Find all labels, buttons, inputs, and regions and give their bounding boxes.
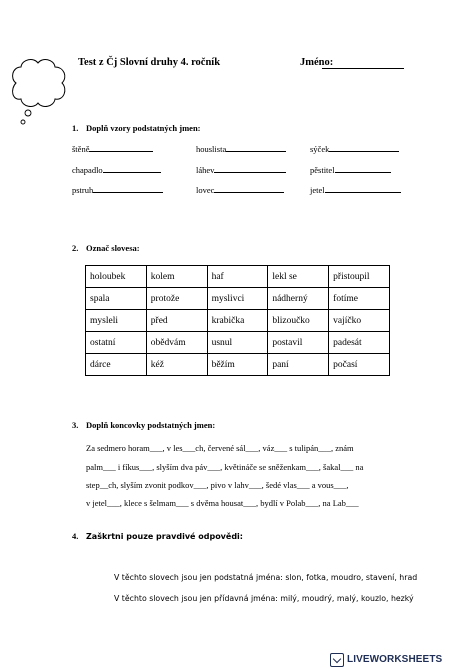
noun-item: láhev (196, 164, 286, 175)
table-cell[interactable]: dárce (86, 354, 147, 376)
table-cell[interactable]: běžím (207, 354, 268, 376)
noun-item: lovec (196, 184, 284, 195)
noun-item: pěstitel (310, 164, 391, 175)
answer-blank[interactable] (335, 164, 391, 173)
table-row (86, 288, 390, 310)
fill-sentence[interactable]: v jetel___, klece s šelmam___ s dvěma housat___, bydlí v Polab___, na Lab___ (86, 498, 359, 508)
table-cell[interactable]: obědvám (146, 332, 207, 354)
brand-text: LIVEWORKSHEETS (347, 654, 443, 665)
table-cell[interactable]: myslivci (207, 288, 268, 310)
table-cell[interactable]: protože (146, 288, 207, 310)
verb-table (85, 265, 390, 376)
table-cell[interactable]: padesát (329, 332, 390, 354)
answer-blank[interactable] (226, 143, 286, 152)
answer-blank[interactable] (329, 143, 399, 152)
table-cell[interactable]: haf (207, 266, 268, 288)
noun-item: houslista (196, 143, 286, 154)
table-cell[interactable]: přistoupil (329, 266, 390, 288)
table-cell[interactable]: ostatní (86, 332, 147, 354)
table-cell[interactable]: nádherný (268, 288, 329, 310)
check-icon (330, 653, 344, 667)
liveworksheets-logo (330, 651, 474, 669)
table-row (86, 354, 390, 376)
noun-item: sýček (310, 143, 399, 154)
fill-sentence[interactable]: step__ch, slyším zvonit podkov___, pivo v lahv___, šedé vlas___ a vous___, (86, 480, 349, 490)
section2-heading: 2. Označ slovesa: (72, 243, 140, 253)
section3-heading: 3. Doplň koncovky podstatných jmen: (72, 420, 216, 430)
thought-cloud-icon (6, 55, 70, 131)
answer-blank[interactable] (325, 184, 401, 193)
statement-option[interactable]: V těchto slovech jsou jen podstatná jména: slon, fotka, moudro, stavení, hrad (114, 573, 418, 582)
noun-item: jetel (310, 184, 401, 195)
noun-item: štěně (72, 143, 153, 154)
answer-blank[interactable] (214, 164, 286, 173)
name-label: Jméno: (300, 57, 334, 68)
table-row (86, 266, 390, 288)
section4-heading: 4. Zaškrtni pouze pravdivé odpovědi: (72, 531, 243, 541)
table-cell[interactable]: kéž (146, 354, 207, 376)
table-cell[interactable]: spala (86, 288, 147, 310)
table-cell[interactable]: lekl se (268, 266, 329, 288)
section1-heading: 1. Doplň vzory podstatných jmen: (72, 123, 201, 133)
answer-blank[interactable] (214, 184, 284, 193)
table-cell[interactable]: paní (268, 354, 329, 376)
table-cell[interactable]: před (146, 310, 207, 332)
statement-option[interactable]: V těchto slovech jsou jen přídavná jména: milý, moudrý, malý, kouzlo, hezký (114, 594, 414, 603)
noun-item: pstruh (72, 184, 163, 195)
table-cell[interactable]: mysleli (86, 310, 147, 332)
table-cell[interactable]: holoubek (86, 266, 147, 288)
table-cell[interactable]: postavil (268, 332, 329, 354)
answer-blank[interactable] (103, 164, 161, 173)
table-row (86, 332, 390, 354)
answer-blank[interactable] (93, 184, 163, 193)
answer-blank[interactable] (89, 143, 153, 152)
fill-sentence[interactable]: Za sedmero horam___, v les___ch, červené sál___, váz___ s tulipán___, znám (86, 443, 354, 453)
fill-sentence[interactable]: palm___ i fíkus___, slyším dva páv___, květináče se sněženkam___, šakal___ na (86, 462, 364, 472)
table-cell[interactable]: vajíčko (329, 310, 390, 332)
table-cell[interactable]: kolem (146, 266, 207, 288)
table-cell[interactable]: počasí (329, 354, 390, 376)
table-cell[interactable]: fotíme (329, 288, 390, 310)
name-field[interactable] (322, 68, 404, 69)
page-title: Test z Čj Slovní druhy 4. ročník (78, 57, 221, 68)
table-cell[interactable]: krabička (207, 310, 268, 332)
table-cell[interactable]: usnul (207, 332, 268, 354)
table-row (86, 310, 390, 332)
noun-item: chapadlo (72, 164, 161, 175)
table-cell[interactable]: blizoučko (268, 310, 329, 332)
